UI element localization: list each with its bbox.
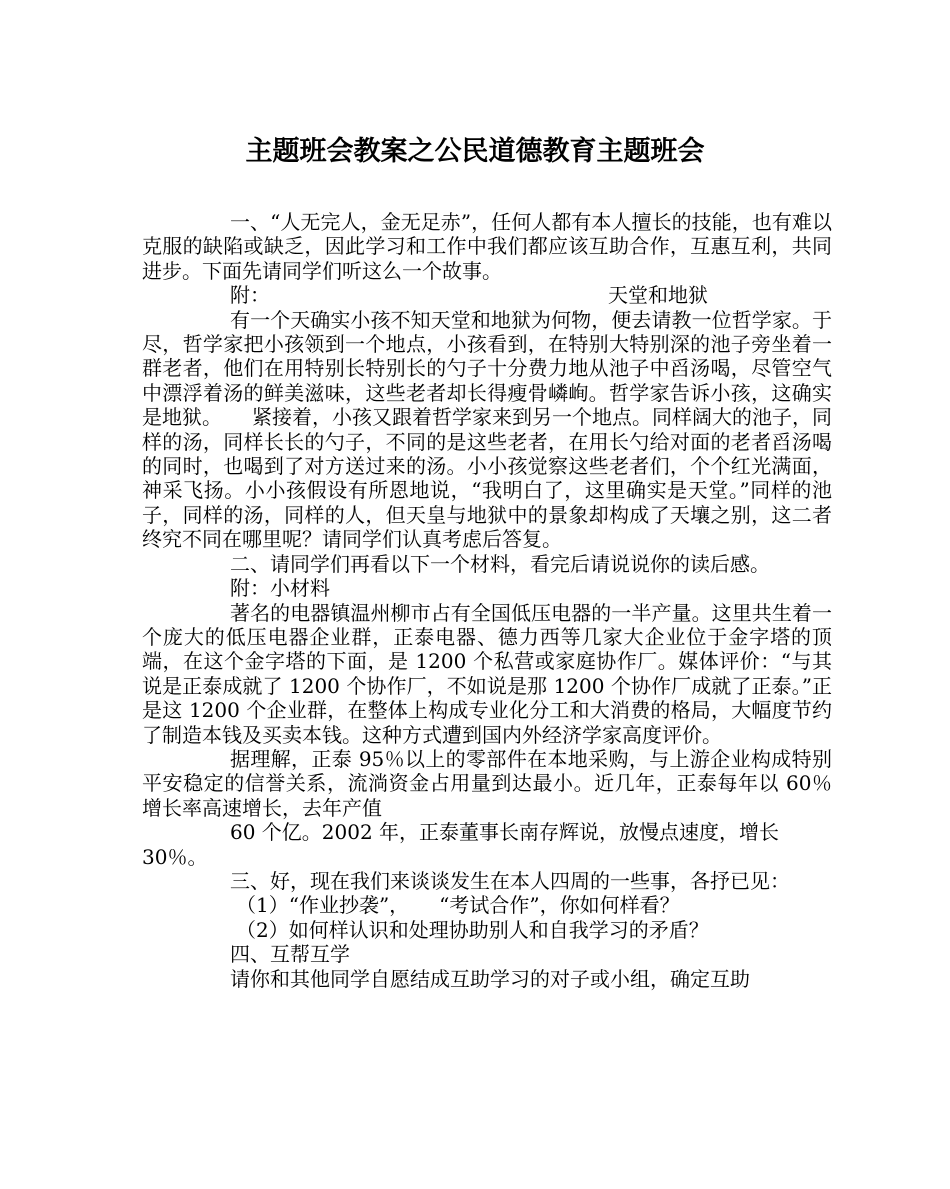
section4-text: 请你和其他同学自愿结成互助学习的对子或小组，确定互助 <box>230 966 750 991</box>
story-heading-row <box>142 283 832 307</box>
material-paragraph-3-end: 30％。 <box>142 844 208 869</box>
material-paragraph-1: 著名的电器镇温州柳市占有全国低压电器的一半产量。这里共生着一个庞大的低压电器企业群，正泰电器、德力西等几家大企业位于金字塔的顶端，在这个金字塔的下面，是 1200 个私营或家庭协作厂。媒体评价：“与其说是正泰成就了 1200 个协作厂，不如说是那 1200 个协作厂成就了正泰。”正是这 1200 个企业群，在整体上构成专业化分工和大消费的格局，大幅度节约了制造本钱及买卖本钱。这种方式遭到国内外经济学家高度评价。 <box>142 600 832 747</box>
story-title: 天堂和地狱 <box>608 283 708 308</box>
document-body <box>142 210 832 991</box>
material-paragraph-2: 据理解，正泰 95％以上的零部件在本地采购，与上游企业构成特别平安稳定的信誉关系，流淌资金占用量到达最小。近几年，正泰每年以 60％增长率高速增长，去年产值 <box>142 746 832 820</box>
story-text: 有一个天确实小孩不知天堂和地狱为何物，便去请教一位哲学家。于尽，哲学家把小孩领到一个地点，小孩看到，在特别大特别深的池子旁坐着一群老者，他们在用特别长特别长的勺子十分费力地从池子中舀汤喝，尽管空气中漂浮着汤的鲜美滋味，这些老者却长得瘦骨嶙峋。哲学家告诉小孩，这确实是地狱。 紧接着，小孩又跟着哲学家来到另一个地点。同样阔大的池子，同样的汤，同样长长的勺子，不同的是这些老者，在用长勺给对面的老者舀汤喝的同时，也喝到了对方送过来的汤。小小孩觉察这些老者们，个个红光满面，神采飞扬。小小孩假设有所恩地说，“我明白了，这里确实是天堂。”同样的池子，同样的汤，同样的人，但天皇与地狱中的景象却构成了天壤之别，这二者终究不同在哪里呢？请同学们认真考虑后答复。 <box>142 307 832 552</box>
attachment-label: 附： <box>230 283 270 308</box>
section2-intro: 二、请同学们再看以下一个材料，看完后请说说你的读后感。 <box>230 551 770 576</box>
material-paragraph-3: 60 个亿。2002 年，正泰董事长南存辉说，放慢点速度，增长 <box>230 820 780 845</box>
section4-title: 四、互帮互学 <box>230 942 350 967</box>
section3-intro: 三、好，现在我们来谈谈发生在本人四周的一些事，各抒已见： <box>230 868 790 893</box>
section1-intro: 一、“人无完人，金无足赤”，任何人都有本人擅长的技能，也有难以克服的缺陷或缺乏，因此学习和工作中我们都应该互助合作，互惠互利，共同进步。下面先请同学们听这么一个故事。 <box>142 210 832 283</box>
section2-attachment: 附：小材料 <box>230 576 330 601</box>
document-title: 主题班会教案之公民道德教育主题班会 <box>245 136 705 167</box>
question-1: （1）“作业抄袭”， “考试合作”，你如何样看？ <box>236 893 680 918</box>
question-2: （2）如何样认识和处理协助别人和自我学习的矛盾？ <box>236 917 709 942</box>
